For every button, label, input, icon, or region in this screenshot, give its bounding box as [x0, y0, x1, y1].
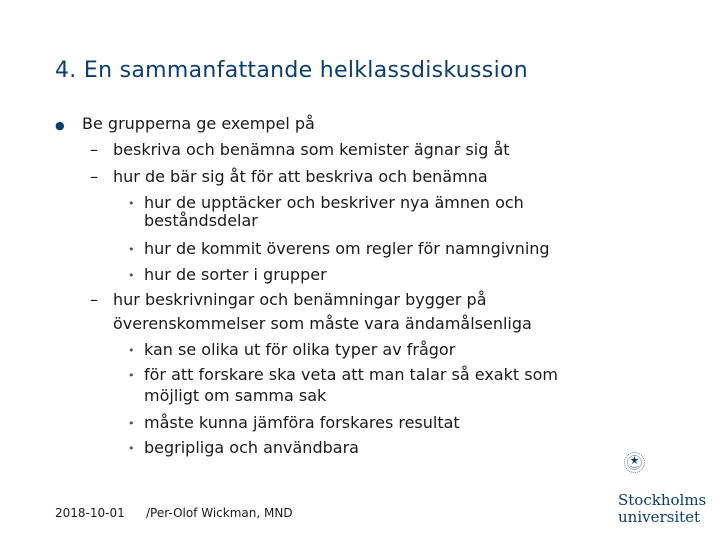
dot-marker: •: [128, 269, 135, 282]
slide-title: 4. En sammanfattande helklassdiskussion: [55, 58, 528, 83]
bullet-item: kan se olika ut för olika typer av frågor: [144, 340, 456, 359]
bullet-item: måste kunna jämföra forskares resultat: [144, 413, 460, 432]
bullet-item: hur de upptäcker och beskriver nya ämnen och: [144, 193, 524, 212]
footer-date: 2018-10-01: [55, 506, 125, 520]
bullet-item: hur de bär sig åt för att beskriva och benämna: [113, 167, 488, 186]
bullet-item-continuation: överenskommelser som måste vara ändamålsenliga: [113, 314, 532, 333]
bullet-marker-level1: ●: [55, 119, 65, 132]
bullet-item: för att forskare ska veta att man talar så exakt som: [144, 365, 558, 384]
dot-marker: •: [128, 369, 135, 382]
dash-marker: –: [90, 167, 98, 186]
footer-author: /Per-Olof Wickman, MND: [146, 506, 293, 520]
university-seal-icon: [623, 448, 669, 494]
bullet-item: hur de kommit överens om regler för namngivning: [144, 239, 550, 258]
bullet-item: beskriva och benämna som kemister ägnar sig åt: [113, 140, 510, 159]
dot-marker: •: [128, 243, 135, 256]
logo-text-line2: universitet: [618, 508, 701, 526]
dot-marker: •: [128, 417, 135, 430]
dash-marker: –: [90, 140, 98, 159]
dot-marker: •: [128, 197, 135, 210]
bullet-item-continuation: möjligt om samma sak: [144, 386, 327, 405]
dash-marker: –: [90, 290, 98, 309]
bullet-item: Be grupperna ge exempel på: [82, 114, 315, 133]
logo-text-line1: Stockholms: [618, 491, 707, 509]
dot-marker: •: [128, 442, 135, 455]
bullet-item-continuation: beståndsdelar: [144, 211, 258, 230]
bullet-item: hur beskrivningar och benämningar bygger på: [113, 290, 487, 309]
bullet-item: begripliga och användbara: [144, 438, 359, 457]
bullet-item: hur de sorter i grupper: [144, 265, 327, 284]
dot-marker: •: [128, 344, 135, 357]
